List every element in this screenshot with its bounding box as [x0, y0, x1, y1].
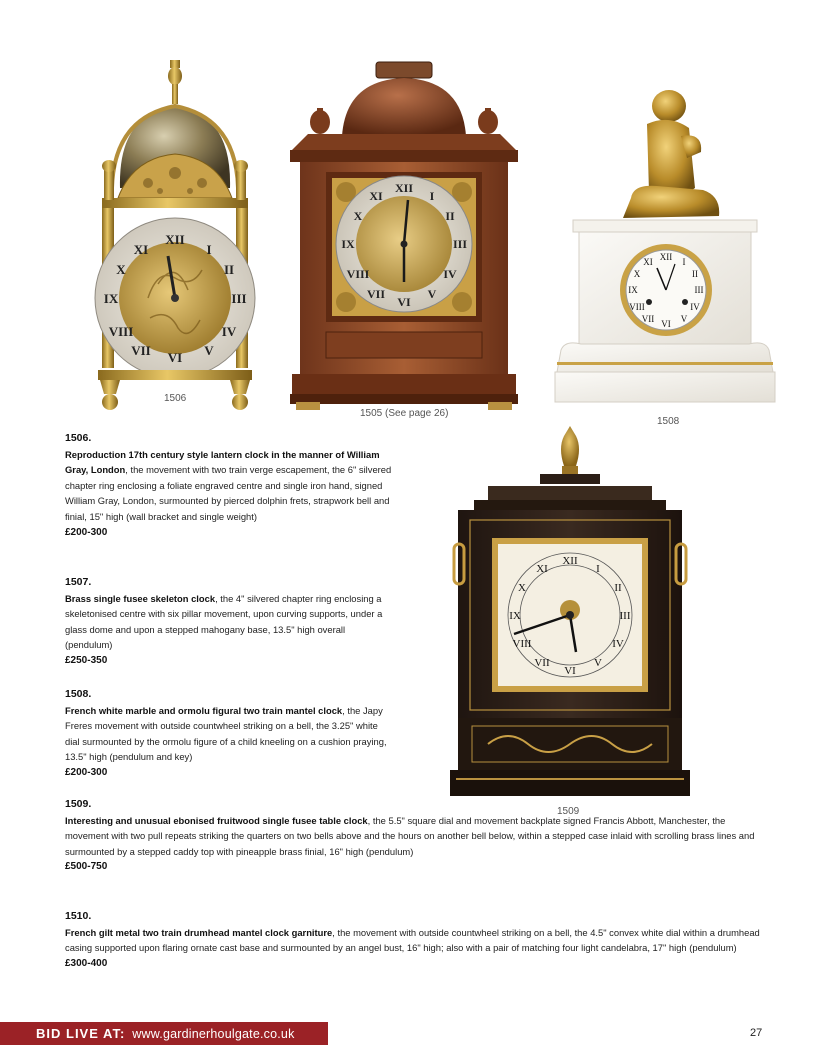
svg-text:VII: VII: [366, 287, 386, 301]
svg-text:IV: IV: [221, 324, 237, 339]
lot-description: , the 5.5" square dial and movement backplate signed Francis Abbott, Manchester, the movement with two pull repeats striking the quarters on two bells above and the hours on another bell below, within a stepped case inlaid with scrolling brass lines and surmounted by a stepped caddy top with pineapple brass finial, 16" high (pendulum): [65, 814, 755, 857]
svg-text:VI: VI: [661, 319, 671, 329]
lot-text: [65, 591, 395, 653]
lot-text: [65, 447, 395, 525]
page-number: 27: [750, 1027, 763, 1039]
svg-text:VIII: VIII: [629, 302, 645, 312]
svg-text:XII: XII: [659, 252, 673, 262]
lot-number: 1506.: [65, 432, 92, 444]
caption-1508: 1508: [657, 416, 680, 427]
lot-description: , the 4" silvered chapter ring enclosing a skeletonised centre with six pillar movement, upon curving supports, under a glass dome and upon a stepped mahogany base, 13.5" high overall (pendulum): [65, 592, 383, 651]
svg-text:IV: IV: [612, 638, 624, 650]
lot-estimate: £300-400: [65, 957, 108, 969]
svg-text:I: I: [206, 242, 212, 257]
svg-text:XII: XII: [394, 181, 414, 195]
svg-text:VI: VI: [167, 350, 183, 365]
svg-text:XII: XII: [165, 232, 185, 247]
svg-text:IV: IV: [690, 302, 700, 312]
svg-text:II: II: [614, 582, 622, 594]
lot-1506: [65, 431, 395, 540]
svg-text:II: II: [445, 209, 455, 223]
lot-1508: [65, 687, 395, 781]
bid-live-banner: [0, 1022, 328, 1045]
lot-number: 1510.: [65, 910, 92, 922]
lot-number: 1508.: [65, 688, 92, 700]
svg-text:III: III: [231, 291, 247, 306]
ebonised-table-clock-image: [448, 424, 692, 804]
svg-text:II: II: [692, 269, 698, 279]
caption-1506: 1506: [164, 393, 187, 404]
svg-text:X: X: [518, 582, 526, 594]
svg-text:IX: IX: [509, 610, 521, 622]
svg-text:X: X: [116, 262, 126, 277]
lot-1509: [65, 797, 765, 875]
lot-description: , the Japy Freres movement with outside countwheel striking on a bell, the 3.25" white dial surmounted by the ormolu figure of a child kneeling on a cushion praying, 13.5" high (pendulum and key): [65, 704, 387, 763]
lot-1510: [65, 909, 765, 971]
svg-text:V: V: [204, 343, 214, 358]
lot-description: , the movement with outside countwheel striking on a bell, the 4.5" convex white dial within a drumhead casing supported upon flaring ornate cast base and surmounted by an angel bust, 16" high; also with a pair of matching four light candelabra, 17" high (pendulum): [65, 926, 760, 954]
lot-title: French gilt metal two train drumhead mantel clock garniture: [65, 926, 333, 938]
svg-text:I: I: [682, 257, 686, 267]
svg-text:VII: VII: [641, 314, 655, 324]
svg-text:VII: VII: [131, 343, 151, 358]
lot-number: 1509.: [65, 798, 92, 810]
lantern-clock-image: [88, 58, 263, 418]
lot-number: 1507.: [65, 576, 92, 588]
svg-text:I: I: [429, 189, 435, 203]
svg-text:II: II: [223, 262, 235, 277]
svg-text:IV: IV: [443, 267, 457, 281]
lot-title: Brass single fusee skeleton clock: [65, 592, 216, 604]
svg-text:VIII: VIII: [108, 324, 134, 339]
svg-text:IX: IX: [341, 237, 355, 251]
svg-text:V: V: [427, 287, 437, 301]
svg-text:I: I: [596, 563, 600, 575]
lot-1507: [65, 575, 395, 669]
svg-text:VII: VII: [534, 657, 550, 669]
lot-estimate: £200-300: [65, 526, 108, 538]
lot-text: [65, 925, 765, 956]
lot-text: [65, 813, 765, 860]
svg-text:VIII: VIII: [346, 267, 370, 281]
lot-text: [65, 703, 395, 765]
svg-text:IX: IX: [628, 285, 638, 295]
svg-text:III: III: [694, 285, 704, 295]
svg-text:VIII: VIII: [512, 638, 532, 650]
svg-text:XI: XI: [536, 563, 548, 575]
svg-text:V: V: [594, 657, 602, 669]
lot-title: French white marble and ormolu figural two train mantel clock: [65, 704, 343, 716]
svg-text:XI: XI: [643, 257, 653, 267]
lot-title: Interesting and unusual ebonised fruitwood single fusee table clock: [65, 814, 368, 826]
svg-text:X: X: [353, 209, 363, 223]
caption-1509: 1509: [557, 806, 580, 817]
svg-text:XI: XI: [369, 189, 383, 203]
svg-text:X: X: [633, 269, 641, 279]
svg-text:IX: IX: [103, 291, 119, 306]
svg-text:V: V: [680, 314, 688, 324]
lot-description: , the movement with two train verge escapement, the 6" silvered chapter ring enclosing a foliate engraved centre and single iron hand, signed William Gray, London, surmounted by pierced dolphin frets, strapwork bell and finial, 15" high (wall bracket and single weight): [65, 464, 392, 522]
svg-text:VI: VI: [397, 295, 411, 309]
lot-estimate: £500-750: [65, 861, 108, 873]
bid-live-label: BID LIVE AT:: [36, 1026, 126, 1041]
marble-mantel-clock-image: [553, 88, 778, 408]
svg-text:III: III: [452, 237, 468, 251]
svg-text:III: III: [619, 610, 631, 622]
lot-estimate: £250-350: [65, 654, 108, 666]
svg-text:XII: XII: [562, 555, 578, 567]
caption-1505: 1505 (See page 26): [360, 408, 449, 419]
lot-title: Reproduction 17th century style lantern clock in the manner of William Gray, London: [65, 448, 380, 476]
lot-estimate: £200-300: [65, 766, 108, 778]
website-link[interactable]: www.gardinerhoulgate.co.uk: [132, 1026, 295, 1041]
svg-text:XI: XI: [133, 242, 149, 257]
bracket-clock-image: [286, 60, 522, 412]
svg-text:VI: VI: [564, 665, 576, 677]
